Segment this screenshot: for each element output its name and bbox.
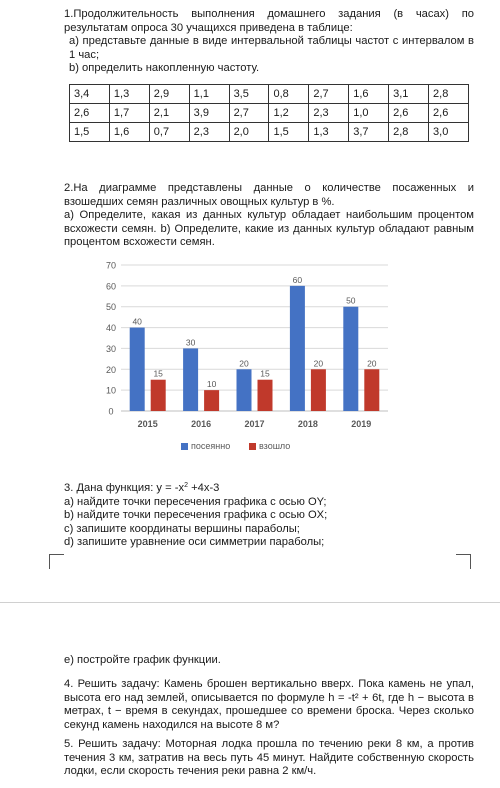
table-cell: 0,8 [269,85,309,104]
table-row [70,123,469,142]
table-cell: 2,9 [149,85,189,104]
bar-sown [130,328,145,411]
y-tick-label: 20 [105,364,117,375]
table-cell: 2,6 [389,104,429,123]
table-cell: 1,2 [269,104,309,123]
bar-sprouted [151,380,166,411]
table-cell: 1,6 [109,123,149,142]
task5-text: 5. Решить задачу: Моторная лодка прошла по течению реки 8 км, а против течения 3 км, затратив на весь путь 45 минут. Найдите собственную скорость лодки, если скорость течения реки равна 2 км/ч. [64,738,474,778]
task3-item-b: b) найдите точки пересечения графика с осью OX; [64,509,328,522]
table-cell: 1,7 [109,104,149,123]
task2-block [64,182,474,250]
table-cell: 2,7 [229,104,269,123]
task3-item-e: e) постройте график функции. [64,654,221,666]
x-tick-label: 2017 [244,419,265,429]
task3-item-c: c) запишите координаты вершины параболы; [64,522,300,535]
bar-sown [237,369,252,411]
y-tick-label: 40 [105,323,117,334]
table-cell: 2,3 [189,123,229,142]
y-tick-label: 60 [105,281,117,292]
task1-item-b: b) определить накопленную частоту. [69,62,260,75]
task2-line2: a) Определите, какая из данных культур обладает наибольшим процентом всхожести семян. b) Определите, какие из данных культур обладают равным процентом всхожести семян. [64,209,474,249]
y-tick-label: 30 [105,343,117,354]
task1-title: 1.Продолжительность выполнения домашнего задания (в часах) по результатам опроса 30 учащихся приведена в таблице: [64,8,474,34]
y-tick-label: 10 [105,385,117,396]
frequency-table [69,84,469,142]
table-row [70,104,469,123]
table-cell: 3,0 [429,123,469,142]
legend-label: взошло [259,441,291,451]
task3-item-a: a) найдите точки пересечения графика с осью OY; [64,495,327,508]
table-cell: 3,9 [189,104,229,123]
data-label: 20 [313,358,324,369]
task3-block [64,482,474,550]
x-tick-label: 2015 [137,419,158,429]
table-cell: 3,7 [349,123,389,142]
data-label: 30 [185,337,196,348]
bar-sown [183,348,198,411]
table-cell: 2,3 [309,104,349,123]
table-cell: 1,1 [189,85,229,104]
bar-sprouted [311,369,326,411]
task4-text: 4. Решить задачу: Камень брошен вертикально вверх. Пока камень не упал, высота его над землей, описывается по формуле h = -t² + 6t, где h − высота в метрах, t − время в секундах, прошедшее со времени броска. Через сколько секунд камень находился на высоте 8 м? [64,678,474,731]
x-tick-label: 2016 [191,419,212,429]
task1-block [64,8,474,76]
legend-label: посеянно [191,441,231,451]
table-cell: 2,1 [149,104,189,123]
bar-sprouted [364,369,379,411]
table-cell: 1,5 [70,123,110,142]
table-cell: 2,7 [309,85,349,104]
data-label: 40 [132,316,142,327]
table-cell: 3,1 [389,85,429,104]
y-tick-label: 70 [105,260,117,271]
data-label: 15 [260,368,270,379]
table-cell: 2,8 [389,123,429,142]
table-cell: 2,8 [429,85,469,104]
table-cell: 2,0 [229,123,269,142]
task3-intro-suffix: +4x-3 [188,482,220,494]
y-tick-label: 0 [108,406,114,417]
page-separator [0,602,500,603]
table-cell: 1,3 [309,123,349,142]
legend-swatch [181,443,188,450]
x-tick-label: 2019 [351,419,372,429]
task3-intro-prefix: 3. Дана функция: y = -x [64,482,185,494]
data-label: 10 [206,379,217,390]
task1-item-a: a) представьте данные в виде интервальной таблицы частот с интервалом в 1 час; [69,35,474,61]
bar-sown [343,307,358,411]
bar-sprouted [204,390,219,411]
table-row [70,85,469,104]
data-label: 20 [367,358,377,369]
data-label: 60 [292,274,303,285]
task3-intro-exponent: 2 [184,482,188,489]
bar-sprouted [258,380,273,411]
table-cell: 3,5 [229,85,269,104]
y-tick-label: 50 [105,302,117,313]
x-tick-label: 2018 [297,419,318,429]
data-label: 20 [239,358,249,369]
data-label: 50 [346,295,356,306]
table-cell: 1,3 [109,85,149,104]
table-cell: 1,6 [349,85,389,104]
task3-item-d: d) запишите уравнение оси симметрии параболы; [64,536,325,549]
data-label: 15 [153,368,163,379]
bar-sown [290,286,305,411]
table-cell: 1,0 [349,104,389,123]
table-cell: 2,6 [429,104,469,123]
table-cell: 1,5 [269,123,309,142]
seed-bar-chart [103,253,393,463]
table-cell: 3,4 [70,85,110,104]
legend-swatch [249,443,256,450]
page-corner-mark-left [49,554,64,569]
task3-intro [64,482,474,496]
table-cell: 0,7 [149,123,189,142]
table-cell: 2,6 [70,104,110,123]
page-corner-mark-right [456,554,471,569]
task2-line1: 2.На диаграмме представлены данные о количестве посаженных и взошедших семян различных овощных культур в %. [64,182,474,208]
